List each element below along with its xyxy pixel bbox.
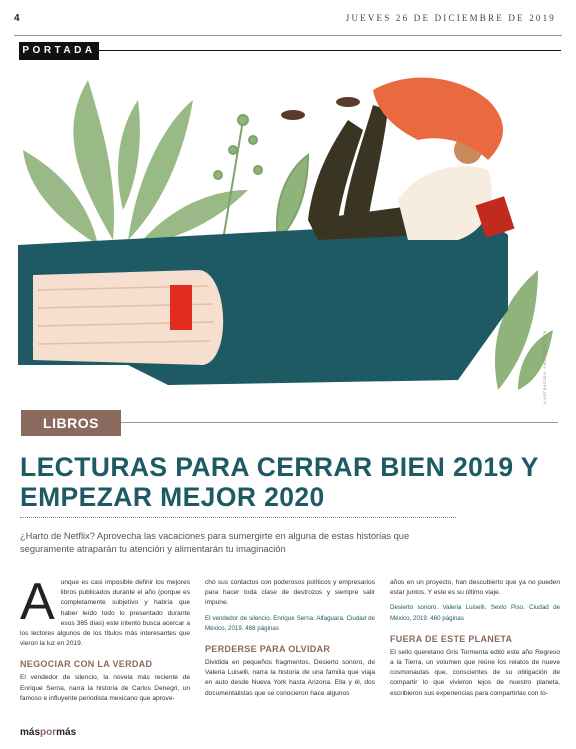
column-2 bbox=[205, 578, 375, 704]
book-pages bbox=[33, 270, 223, 365]
column-3 bbox=[390, 578, 560, 704]
category-rule bbox=[121, 422, 558, 423]
article-dek: ¿Harto de Netflix? Aprovecha las vacaciones para sumergirte en alguna de estas historias que seguramente atraparán tu atención y alimentarán tu imaginación bbox=[20, 531, 410, 554]
issue-date: JUEVES 26 DE DICIEMBRE DE 2019 bbox=[345, 13, 556, 23]
reading-illustration bbox=[18, 60, 558, 400]
drop-cap: A bbox=[20, 573, 55, 631]
dotted-divider bbox=[20, 517, 456, 518]
top-rule bbox=[14, 35, 562, 36]
page-number: 4 bbox=[14, 13, 20, 24]
article-headline: LECTURAS PARA CERRAR BIEN 2019 Y EMPEZAR MEJOR 2020 bbox=[20, 452, 539, 512]
reading-woman bbox=[281, 78, 515, 240]
paragraph: años en un proyecto, han descubierto que ya no pueden estar juntos. Y este es su último viaje. bbox=[390, 579, 560, 597]
intro-paragraph: unque es casi imposible definir los mejores libros publicados durante el año (porque es completamente subjetivo y habría que haber leído todo lo presentado durante esos 365 días) este intento busca acercar a los lectores algunos de los títulos más interesantes que vieron la luz en 2019. bbox=[20, 579, 190, 648]
paragraph: Dividida en pequeños fragmentos, Desierto sonoro, de Valeria Luiselli, narra la historia de una familia que viaja en auto desde Nueva York hasta Arizona. Ella y él, dos documentalistas que se conocieron hace algunos bbox=[205, 659, 375, 697]
paragraph: El vendedor de silencio, la novela más reciente de Enrique Serna, narra la historia de Carlos Denegri, un famoso e influyente periodista mexicano que aprove- bbox=[20, 674, 190, 702]
publication-logo: máspormás bbox=[20, 727, 77, 738]
paragraph: chó sus contactos con poderosos políticos y empresarios para hacer toda clase de destrozos y siempre salir impune. bbox=[205, 579, 375, 607]
plant-stems bbox=[214, 115, 308, 240]
section-rule bbox=[99, 50, 561, 51]
illustration-credit: ILUSTRACIÓN: SHUTTERSTOCK bbox=[542, 330, 547, 405]
plant-left bbox=[23, 80, 248, 245]
paragraph: El sello queretano Gris Tormenta editó este año Regreso a la Tierra, un volumen que reúne los relatos de nueve cosmonautas que, conscientes de su obligación de compartir lo que vivieron lejos de nuestro planeta, escribieron sus experiencias para compartirlas con to- bbox=[390, 648, 560, 697]
column-1 bbox=[20, 573, 190, 709]
subhead-fuera: FUERA DE ESTE PLANETA bbox=[390, 633, 513, 644]
subhead-perderse: PERDERSE PARA OLVIDAR bbox=[205, 644, 331, 655]
book-reference: El vendedor de silencio. Enrique Serna. Alfaguara. Ciudad de México, 2019. 488 páginas bbox=[205, 614, 375, 632]
subhead-negociar: NEGOCIAR CON LA VERDAD bbox=[20, 659, 153, 670]
book-reference: Desierto sonoro. Valeria Luiselli. Sexto Piso. Ciudad de México, 2019. 460 páginas bbox=[390, 604, 560, 622]
bookmark bbox=[170, 285, 192, 330]
section-label: PORTADA bbox=[19, 42, 99, 60]
category-badge: LIBROS bbox=[21, 410, 121, 436]
